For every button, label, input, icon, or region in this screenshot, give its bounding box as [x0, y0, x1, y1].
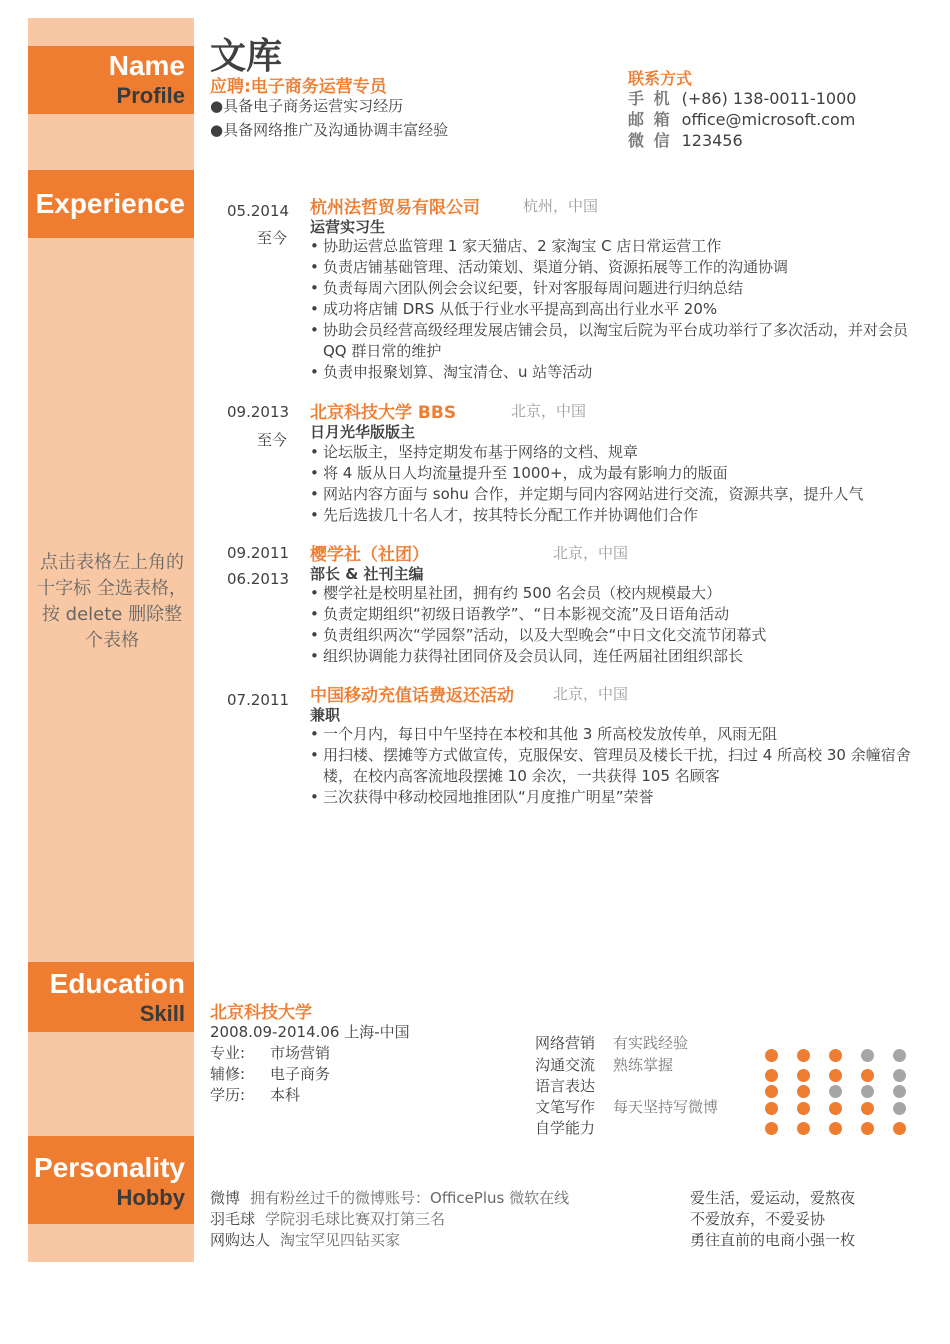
- hobby-name: 网购达人: [210, 1231, 271, 1249]
- exp-start-date: 07.2011: [227, 691, 290, 709]
- hobby-row: [210, 1187, 569, 1208]
- rating-dot-filled: [797, 1122, 810, 1135]
- rating-dot-filled: [829, 1122, 842, 1135]
- exp-duty-list: [310, 724, 920, 808]
- rating-dot-filled: [797, 1085, 810, 1098]
- skill-name: 自学能力: [535, 1119, 596, 1137]
- skill-row: [535, 1117, 613, 1138]
- section-header-education: [28, 962, 194, 1032]
- education-heading: Education: [49, 968, 185, 999]
- experience-heading: Experience: [35, 188, 185, 219]
- name-heading: Name: [108, 50, 185, 81]
- education-period: 2008.09-2014.06 上海-中国: [210, 1023, 410, 1041]
- skill-name: 网络营销: [535, 1034, 596, 1052]
- rating-dot-filled: [765, 1069, 778, 1082]
- rating-dot-empty: [893, 1102, 906, 1115]
- exp-duty-list: [310, 236, 920, 383]
- rating-dot-empty: [861, 1085, 874, 1098]
- rating-dot-empty: [861, 1049, 874, 1062]
- list-item: • 负责申报聚划算、淘宝清仓、u 站等活动: [310, 362, 920, 383]
- exp-start-date: 05.2014: [227, 202, 290, 220]
- list-item: • 协助运营总监管理 1 家天猫店、2 家淘宝 C 店日常运营工作: [310, 236, 920, 257]
- rating-dot-empty: [893, 1085, 906, 1098]
- list-item: • 将 4 版从日人均流量提升至 1000+，成为最有影响力的版面: [310, 463, 920, 484]
- character-line: 勇往直前的电商小强一枚: [690, 1231, 856, 1249]
- profile-subheading: Profile: [116, 83, 185, 108]
- personality-heading: Personality: [34, 1152, 185, 1183]
- exp-role: 部长 & 社刊主编: [310, 565, 424, 583]
- rating-dot-filled: [861, 1069, 874, 1082]
- skill-name: 文笔写作: [535, 1098, 596, 1116]
- rating-dot-filled: [893, 1122, 906, 1135]
- section-header-experience: [28, 170, 194, 238]
- wechat-value: 123456: [681, 131, 743, 150]
- skill-name: 沟通交流: [535, 1056, 596, 1074]
- character-line: 不爱放弃，不爱妥协: [690, 1210, 826, 1228]
- rating-dot-empty: [893, 1049, 906, 1062]
- skill-row: [535, 1032, 688, 1053]
- rating-dot-filled: [765, 1049, 778, 1062]
- rating-dot-filled: [797, 1049, 810, 1062]
- minor-value: 电子商务: [270, 1065, 331, 1083]
- exp-location: 北京，中国: [553, 685, 629, 703]
- contact-email-row: [628, 109, 855, 130]
- exp-role: 日月光华版版主: [310, 423, 416, 441]
- skill-subheading: Skill: [139, 1001, 185, 1026]
- exp-duty-list: [310, 583, 920, 667]
- rating-dot-filled: [829, 1049, 842, 1062]
- profile-bullet: ●具备电子商务运营实习经历: [210, 97, 404, 115]
- candidate-name: 文库: [210, 36, 283, 77]
- applied-position: 应聘:电子商务运营专员: [210, 77, 387, 97]
- hobby-desc: 拥有粉丝过千的微博账号：OfficePlus 微软在线: [250, 1189, 570, 1207]
- email-value[interactable]: office@microsoft.com: [681, 110, 856, 129]
- degree-value: 本科: [270, 1086, 301, 1104]
- exp-role: 兼职: [310, 706, 341, 724]
- wechat-label: 微 信: [628, 131, 672, 150]
- exp-location: 杭州，中国: [523, 197, 599, 215]
- degree-label: 学历:: [210, 1086, 246, 1104]
- rating-dot-empty: [829, 1085, 842, 1098]
- minor-label: 辅修:: [210, 1065, 246, 1083]
- exp-location: 北京，中国: [511, 402, 587, 420]
- exp-end-date: 至今: [256, 229, 287, 247]
- phone-label: 手 机: [628, 89, 672, 108]
- exp-location: 北京，中国: [553, 544, 629, 562]
- contact-phone-row: [628, 88, 856, 109]
- education-major-row: [210, 1042, 330, 1063]
- section-header-name: [28, 46, 194, 114]
- exp-end-date: 06.2013: [227, 570, 290, 588]
- exp-organization: 樱学社（社团）: [310, 545, 429, 565]
- list-item: • 组织协调能力获得社团同侪及会员认同，连任两届社团组织部长: [310, 646, 920, 667]
- exp-start-date: 09.2013: [227, 403, 290, 421]
- education-degree-row: [210, 1084, 300, 1105]
- education-minor-row: [210, 1063, 330, 1084]
- list-item: • 三次获得中移动校园地推团队“月度推广明星”荣誉: [310, 787, 920, 808]
- rating-dot-filled: [797, 1102, 810, 1115]
- rating-dot-filled: [765, 1122, 778, 1135]
- hobby-subheading: Hobby: [116, 1185, 185, 1210]
- exp-organization: 北京科技大学 BBS: [310, 403, 457, 423]
- exp-organization: 中国移动充值话费返还活动: [310, 686, 514, 706]
- hobby-name: 羽毛球: [210, 1210, 256, 1228]
- exp-role: 运营实习生: [310, 218, 386, 236]
- skill-desc: 有实践经验: [613, 1034, 689, 1052]
- list-item: • 论坛版主，坚持定期发布基于网络的文档、规章: [310, 442, 920, 463]
- list-item: • 负责定期组织“初级日语教学”、“日本影视交流”及日语角活动: [310, 604, 920, 625]
- list-item: • 樱学社是校明星社团，拥有约 500 名会员（校内规模最大）: [310, 583, 920, 604]
- rating-dot-filled: [861, 1122, 874, 1135]
- list-item: • 先后选拔几十名人才，按其特长分配工作并协调他们合作: [310, 505, 920, 526]
- school-name: 北京科技大学: [210, 1003, 312, 1023]
- contact-wechat-row: [628, 130, 743, 151]
- skill-desc: 每天坚持写微博: [613, 1098, 719, 1116]
- skill-row: [535, 1054, 673, 1075]
- list-item: • 协助会员经营高级经理发展店铺会员，以淘宝后院为平台成功举行了多次活动，并对会员 QQ 群日常的维护: [310, 320, 920, 362]
- rating-dot-filled: [797, 1069, 810, 1082]
- exp-start-date: 09.2011: [227, 544, 290, 562]
- list-item: • 一个月内，每日中午坚持在本校和其他 3 所高校发放传单，风雨无阻: [310, 724, 920, 745]
- delete-tip: 点击表格左上角的 十字标 全选表格，按 delete 删除整个表格: [37, 552, 187, 651]
- skill-desc: 熟练掌握: [613, 1056, 674, 1074]
- skill-row: [535, 1075, 613, 1096]
- list-item: • 成功将店铺 DRS 从低于行业水平提高到高出行业水平 20%: [310, 299, 920, 320]
- rating-dot-filled: [765, 1102, 778, 1115]
- list-item: • 网站内容方面与 sohu 合作，并定期与同内容网站进行交流，资源共享，提升人气: [310, 484, 920, 505]
- hobby-row: [210, 1208, 445, 1229]
- list-item: • 负责每周六团队例会会议纪要，针对客服每周问题进行归纳总结: [310, 278, 920, 299]
- email-label: 邮 箱: [628, 110, 672, 129]
- character-line: 爱生活，爱运动，爱熬夜: [690, 1189, 856, 1207]
- rating-dot-filled: [829, 1069, 842, 1082]
- rating-dot-filled: [765, 1085, 778, 1098]
- skill-row: [535, 1096, 718, 1117]
- hobby-desc: 淘宝罕见四钻买家: [280, 1231, 401, 1249]
- hobby-row: [210, 1229, 400, 1250]
- hobby-name: 微博: [210, 1189, 241, 1207]
- rating-dot-empty: [893, 1069, 906, 1082]
- section-header-personality: [28, 1136, 194, 1224]
- list-item: • 用扫楼、摆摊等方式做宣传，克服保安、管理员及楼长干扰，扫过 4 所高校 30 余幢宿舍楼，在校内高客流地段摆摊 10 余次，一共获得 105 名顾客: [310, 745, 920, 787]
- list-item: • 负责店铺基础管理、活动策划、渠道分销、资源拓展等工作的沟通协调: [310, 257, 920, 278]
- exp-organization: 杭州法哲贸易有限公司: [310, 198, 480, 218]
- rating-dot-filled: [861, 1102, 874, 1115]
- hobby-desc: 学院羽毛球比赛双打第三名: [265, 1210, 446, 1228]
- skill-name: 语言表达: [535, 1077, 596, 1095]
- rating-dot-filled: [829, 1102, 842, 1115]
- major-label: 专业:: [210, 1044, 246, 1062]
- exp-end-date: 至今: [256, 431, 287, 449]
- phone-value: (+86) 138-0011-1000: [681, 89, 857, 108]
- contact-title: 联系方式: [628, 69, 693, 88]
- exp-duty-list: [310, 442, 920, 526]
- list-item: • 负责组织两次“学园祭”活动，以及大型晚会“中日文化交流节闭幕式: [310, 625, 920, 646]
- profile-bullet: ●具备网络推广及沟通协调丰富经验: [210, 121, 449, 139]
- major-value: 市场营销: [270, 1044, 331, 1062]
